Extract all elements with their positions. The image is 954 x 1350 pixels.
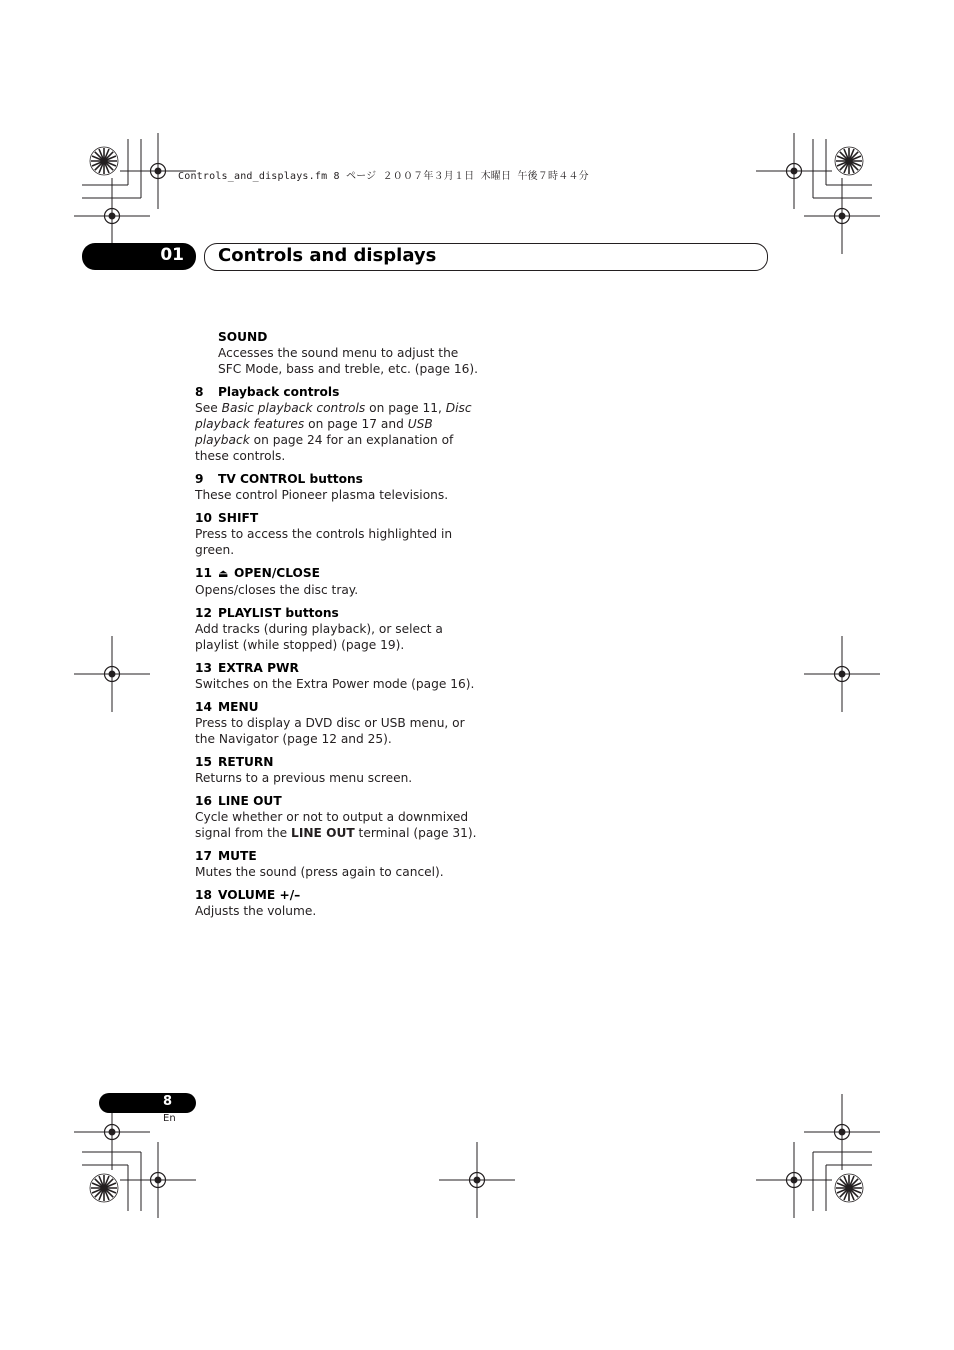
item-heading: EXTRA PWR bbox=[218, 661, 299, 675]
item-number: 13 bbox=[195, 661, 212, 675]
item-description: Adjusts the volume. bbox=[195, 904, 317, 918]
chapter-tab bbox=[82, 243, 196, 270]
item-description: These control Pioneer plasma televisions. bbox=[195, 488, 449, 502]
list-item bbox=[195, 565, 480, 598]
item-description: Press to display a DVD disc or USB menu, or the Navigator (page 12 and 25). bbox=[195, 716, 465, 746]
chapter-number: 01 bbox=[160, 245, 184, 265]
page-number-tab bbox=[99, 1093, 196, 1113]
item-heading: Playback controls bbox=[218, 385, 340, 399]
list-item bbox=[195, 793, 480, 841]
list-item bbox=[195, 510, 480, 558]
item-heading: MUTE bbox=[218, 849, 257, 863]
list-item bbox=[195, 329, 480, 377]
terminal-name: LINE OUT bbox=[291, 826, 355, 840]
item-number: 17 bbox=[195, 849, 212, 863]
list-item bbox=[195, 605, 480, 653]
list-item bbox=[195, 887, 480, 919]
item-description: Switches on the Extra Power mode (page 16). bbox=[195, 677, 475, 691]
item-description: See Basic playback controls on page 11, Disc playback features on page 17 and USB playback on page 24 for an explanation of these controls. bbox=[195, 401, 472, 463]
file-header: Controls_and_displays.fm 8 ページ ２００７年３月１日 木曜日 午後７時４４分 bbox=[178, 171, 589, 182]
item-description: Returns to a previous menu screen. bbox=[195, 771, 413, 785]
item-number: 12 bbox=[195, 606, 212, 620]
page-number: 8 bbox=[162, 1094, 172, 1109]
item-number: 18 bbox=[195, 888, 212, 902]
eject-icon: ⏏ bbox=[218, 567, 229, 580]
item-heading: VOLUME +/– bbox=[218, 888, 301, 902]
reference-title: USB playback bbox=[195, 417, 433, 447]
list-item bbox=[195, 384, 480, 464]
item-number: 10 bbox=[195, 511, 212, 525]
item-heading: MENU bbox=[218, 700, 259, 714]
item-description: Mutes the sound (press again to cancel). bbox=[195, 865, 444, 879]
item-heading: OPEN/CLOSE bbox=[234, 566, 321, 580]
item-number: 16 bbox=[195, 794, 212, 808]
item-number: 11 bbox=[195, 566, 212, 580]
item-number: 8 bbox=[195, 385, 204, 399]
item-description: Press to access the controls highlighted in green. bbox=[195, 527, 453, 557]
item-heading: SHIFT bbox=[218, 511, 259, 525]
language-code: En bbox=[163, 1113, 176, 1124]
item-description: Cycle whether or not to output a downmixed signal from the LINE OUT terminal (page 31). bbox=[195, 810, 477, 840]
chapter-title: Controls and displays bbox=[218, 245, 437, 266]
item-heading: PLAYLIST buttons bbox=[218, 606, 339, 620]
item-description: Opens/closes the disc tray. bbox=[195, 583, 359, 597]
item-heading: SOUND bbox=[218, 330, 268, 344]
item-number: 14 bbox=[195, 700, 212, 714]
controls-list bbox=[195, 329, 480, 926]
item-number: 15 bbox=[195, 755, 212, 769]
list-item bbox=[195, 699, 480, 747]
list-item bbox=[195, 754, 480, 786]
list-item bbox=[195, 471, 480, 503]
item-description: Add tracks (during playback), or select a playlist (while stopped) (page 19). bbox=[195, 622, 443, 652]
item-heading: RETURN bbox=[218, 755, 274, 769]
list-item bbox=[195, 660, 480, 692]
item-number: 9 bbox=[195, 472, 204, 486]
chapter-title-box bbox=[204, 243, 768, 271]
reference-title: Disc playback features bbox=[195, 401, 472, 431]
item-heading: TV CONTROL buttons bbox=[218, 472, 363, 486]
item-description: Accesses the sound menu to adjust the SFC Mode, bass and treble, etc. (page 16). bbox=[218, 346, 478, 376]
reference-title: Basic playback controls bbox=[221, 401, 366, 415]
list-item bbox=[195, 848, 480, 880]
item-heading: LINE OUT bbox=[218, 794, 282, 808]
